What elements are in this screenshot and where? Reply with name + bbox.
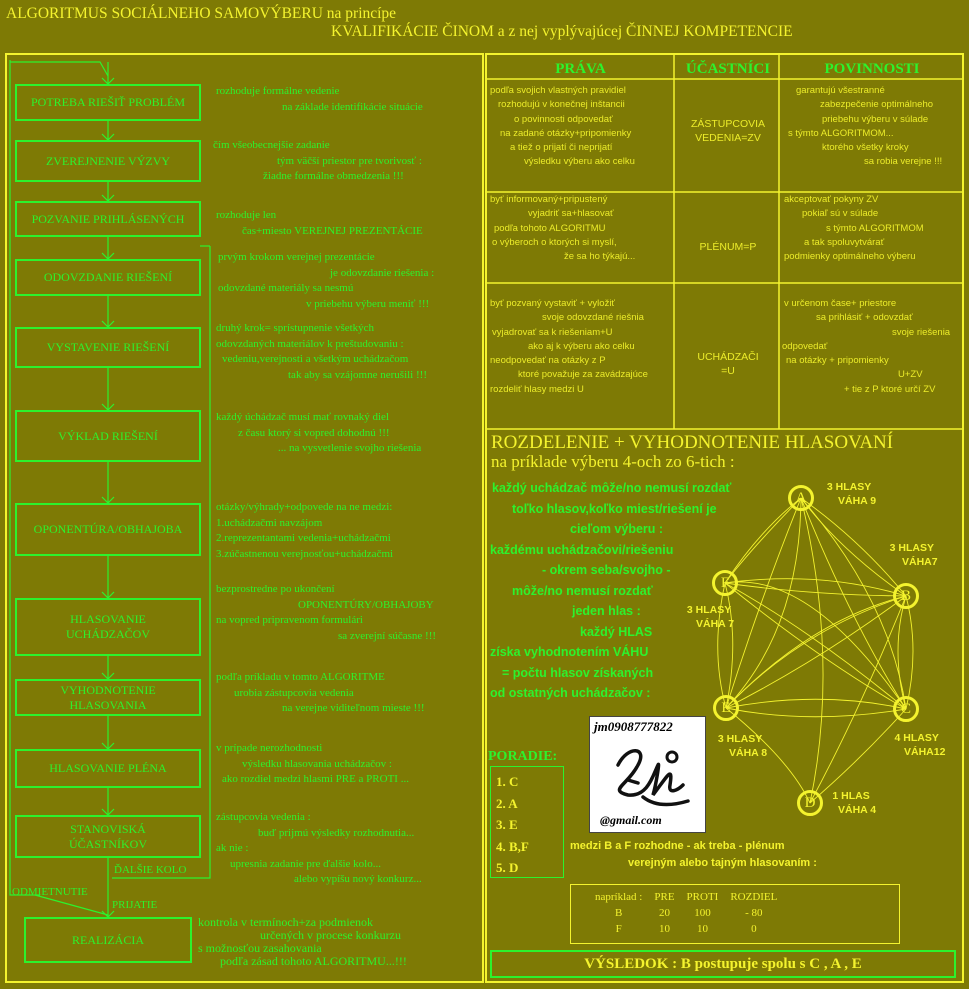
poradie-item: 3. E <box>496 817 518 832</box>
cell-line: sa robia verejne !!! <box>864 156 943 168</box>
node-f-label <box>684 603 734 631</box>
cell-line: ako aj k výberu ako celku <box>528 340 635 352</box>
cell-line: ktoré považuje za zavádzajúce <box>518 369 648 381</box>
result-box <box>490 950 956 978</box>
cell-line: rozdeliť hlasy medzi U <box>490 383 584 395</box>
desc-zverejnenie <box>213 138 422 185</box>
cell-line: podľa svojich vlastných pravidiel <box>490 85 626 96</box>
voting-text-line: = počtu hlasov získaných <box>502 665 654 680</box>
example-label: napríklad : <box>595 891 643 903</box>
desc-line: upresnia zadanie pre ďalšie kolo... <box>230 857 381 870</box>
cell-line: a tiež o prijatí či neprijatí <box>510 142 613 154</box>
node-b-label <box>886 541 938 569</box>
desc-line: druhý krok= sprístupnenie všetkých <box>216 322 375 334</box>
desc-oponentura <box>216 500 393 562</box>
voting-graph-edges <box>690 480 950 840</box>
desc-line: 3.zúčastnenou verejnosťou+uchádzačmi <box>216 547 394 560</box>
flow-box-hlasovanie-uchadzacov[interactable]: HLASOVANIE UCHÁDZAČOV <box>15 598 201 656</box>
node-weight: VÁHA7 <box>902 556 938 568</box>
note-plenum: medzi B a F rozhodne - ak treba - plénum <box>570 840 785 852</box>
desc-line: bezprostredne po ukončení <box>216 583 335 595</box>
cell-prava-zv <box>490 84 635 170</box>
cell-line: v určenom čase+ priestore <box>784 298 897 309</box>
flow-box-pozvanie[interactable]: POZVANIE PRIHLÁSENÝCH <box>15 201 201 237</box>
desc-line: alebo vypíšu nový konkurz... <box>294 873 422 885</box>
flow-box-stanoviska[interactable]: STANOVISKÁ ÚČASTNÍKOV <box>15 815 201 858</box>
node-weight: VÁHA 8 <box>729 747 768 759</box>
example-cell: F <box>615 923 622 935</box>
desc-line: čas+miesto VEREJNEJ PREZENTÁCIE <box>242 224 423 237</box>
cell-line: akceptovať pokyny ZV <box>784 194 879 205</box>
flow-box-realizacia[interactable]: REALIZÁCIA <box>24 917 192 963</box>
desc-line: sa zverejní súčasne !!! <box>338 629 437 642</box>
cell-line: s týmto ALGORITMOM <box>826 222 924 234</box>
poradie-list <box>490 766 564 878</box>
desc-line: odovzdané materiály sa nesmú <box>218 282 354 294</box>
desc-hlasovanie-uchadzacov <box>216 582 436 644</box>
desc-line: podľa zásad tohoto ALGORITMU...!!! <box>220 954 407 968</box>
desc-potreba <box>216 84 423 115</box>
node-votes: 3 HLASY <box>826 481 872 493</box>
desc-line: OPONENTÚRY/OBHAJOBY <box>298 598 434 611</box>
flow-box-vyklad[interactable]: VÝKLAD RIEŠENÍ <box>15 410 201 462</box>
desc-line: každý úchádzač musí mať rovnaký diel <box>216 411 389 423</box>
example-header-pre: PRE <box>654 891 675 903</box>
desc-line: na verejne viditeľnom mieste !!! <box>282 702 425 714</box>
desc-line: 1.uchádzačmi navzájom <box>216 516 323 529</box>
example-cell: 0 <box>751 923 757 935</box>
voting-text-line: od ostatných uchádzačov : <box>490 686 651 700</box>
node-votes: 3 HLASY <box>686 604 732 616</box>
table-header-povinnosti: POVINNOSTI <box>824 61 920 77</box>
node-weight: VÁHA 9 <box>838 495 877 507</box>
desc-line: je odovzdanie riešenia : <box>330 266 435 279</box>
cell-line: vyjadriť sa+hlasovať <box>528 208 614 220</box>
signature-email: @gmail.com <box>600 813 662 827</box>
note-hlasovanie: verejným alebo tajným hlasovaním : <box>628 857 817 869</box>
example-cell: B <box>615 907 623 919</box>
flow-box-odovzdanie[interactable]: ODOVZDANIE RIEŠENÍ <box>15 259 201 296</box>
desc-vyhodnotenie <box>216 670 425 717</box>
signature-phone: jm0908777822 <box>594 719 673 734</box>
cell-ucastnici-zv <box>676 117 780 146</box>
example-cell: 10 <box>696 923 708 935</box>
voting-node-e: E <box>713 695 739 721</box>
desc-line: odovzdaných materiálov k preštudovaniu : <box>216 337 404 350</box>
cell-line: rozhodujú v konečnej inštancii <box>498 99 625 111</box>
example-cell: 20 <box>658 907 670 919</box>
label-dalsie-kolo: ĎALŠIE KOLO <box>114 864 187 876</box>
desc-line: podľa príkladu v tomto ALGORITME <box>216 671 385 683</box>
node-weight: VÁHA 7 <box>696 618 735 630</box>
desc-line: v priebehu výberu meniť !!! <box>306 297 430 310</box>
desc-line: urobia zástupcovia vedenia <box>234 686 354 699</box>
cell-line: ktorého všetky kroky <box>822 142 909 154</box>
example-cell: - 80 <box>745 907 763 919</box>
desc-line: žiadne formálne obmedzenia !!! <box>263 170 404 182</box>
cell-line: neodpovedať na otázky z P <box>490 355 606 367</box>
node-votes: 1 HLAS <box>832 790 870 802</box>
desc-line: rozhoduje len <box>216 209 277 221</box>
desc-line: tým väčší priestor pre tvorivosť : <box>277 154 422 167</box>
desc-odovzdanie <box>218 250 434 312</box>
desc-line: kontrola v termínoch+za podmienok <box>198 915 374 929</box>
cell-line: na zadané otázky+pripomienky <box>500 127 632 139</box>
flow-box-zverejnenie[interactable]: ZVEREJNENIE VÝZVY <box>15 140 201 182</box>
cell-ucastnici-u <box>676 350 780 379</box>
cell-prava-p <box>490 193 635 264</box>
cell-povinnosti-u <box>782 297 950 397</box>
table-header-prava: PRÁVA <box>555 61 606 77</box>
desc-line: z času ktorý si vopred dohodnú !!! <box>238 426 390 439</box>
desc-pozvanie <box>216 208 423 239</box>
voting-text-line: toľko hlasov,koľko miest/riešení je <box>512 501 717 516</box>
poradie-title: PORADIE: <box>488 749 558 764</box>
cell-line: podmienky optimálneho výberu <box>784 251 916 263</box>
voting-subtitle: na príklade výberu 4-och zo 6-tich : <box>491 452 735 471</box>
desc-line: tak aby sa vzájomne nerušili !!! <box>288 368 427 381</box>
table-header-ucastnici: ÚČASTNÍCI <box>685 61 771 77</box>
poradie-item: 1. C <box>496 774 519 789</box>
cell-line: zabezpečenie optimálneho <box>820 99 934 111</box>
desc-line: s možnosťou zasahovania <box>198 941 322 955</box>
cell-line: a tak spoluvytvárať <box>804 236 885 248</box>
cell-line: výsledku výberu ako celku <box>524 156 635 168</box>
voting-text-line: každý uchádzač môže/no nemusí rozdať <box>492 481 732 495</box>
desc-line: na vopred pripravenom formulári <box>216 614 363 626</box>
cell-line: podľa tohoto ALGORITMU <box>494 222 606 234</box>
cell-line: VEDENIA=ZV <box>695 132 761 145</box>
voting-text-line: jeden hlas : <box>572 604 641 618</box>
voting-text-line: každému uchádzačovi/riešeniu <box>490 542 674 557</box>
flow-box-vyhodnotenie[interactable]: VYHODNOTENIE HLASOVANIA <box>15 679 201 716</box>
node-weight: VÁHA12 <box>904 746 946 758</box>
example-cell: 10 <box>658 923 670 935</box>
desc-realizacia <box>198 916 407 968</box>
example-table <box>570 884 900 944</box>
desc-line: ako rozdiel medzi hlasmi PRE a PROTI ... <box>222 773 409 785</box>
voting-text-line: každý HLAS <box>580 624 653 639</box>
desc-line: zástupcovia vedenia : <box>216 811 311 823</box>
flow-box-vystavenie[interactable]: VYSTAVENIE RIEŠENÍ <box>15 327 201 368</box>
desc-line: výsledku hlasovania uchádzačov : <box>242 757 392 770</box>
cell-line: priebehu výberu v súlade <box>822 113 929 125</box>
node-a-label <box>822 480 876 508</box>
voting-text-line: získa vyhodnotením VÁHU <box>490 645 649 659</box>
node-votes: 4 HLASY <box>894 732 939 744</box>
signature-box <box>589 716 706 833</box>
desc-line: 2.reprezentantami vedenia+uchádzačmi <box>216 532 391 544</box>
flow-box-oponentura[interactable]: OPONENTÚRA/OBHAJOBA <box>15 503 201 556</box>
node-c-label <box>888 731 945 759</box>
poradie-item: 5. D <box>496 860 519 875</box>
cell-line: že sa ho týkajú... <box>564 251 636 263</box>
cell-ucastnici-p <box>676 240 780 254</box>
voting-text-line: cieľom výberu : <box>570 522 664 536</box>
node-e-label <box>713 732 767 760</box>
desc-line: rozhoduje formálne vedenie <box>216 85 340 97</box>
voting-title: ROZDELENIE + VYHODNOTENIE HLASOVANÍ <box>491 432 894 453</box>
desc-line: určených v procese konkurzu <box>260 928 401 942</box>
cell-line: garantujú všestranné <box>796 85 885 96</box>
desc-line: ... na vysvetlenie svojho riešenia <box>278 442 422 454</box>
voting-node-d: D <box>797 790 823 816</box>
cell-line: byť informovaný+pripustený <box>490 194 608 205</box>
voting-text-line: - okrem seba/svojho - <box>542 563 671 577</box>
desc-vyklad <box>216 410 421 457</box>
cell-line: pokiaľ sú v súlade <box>802 208 879 220</box>
cell-line: o výberoch o ktorých si myslí, <box>492 236 617 248</box>
result-text: VÝSLEDOK : B postupuje spolu s C , A , E <box>584 955 862 972</box>
voting-text-line: môže/no nemusí rozdať <box>512 583 653 598</box>
desc-vystavenie <box>216 321 427 383</box>
desc-line: vedeniu,verejnosti a všetkým uchádzačom <box>222 353 409 365</box>
cell-prava-u <box>490 297 648 397</box>
voting-node-b: B <box>893 583 919 609</box>
header-title-line2: KVALIFIKÁCIE ČINOM a z nej vyplývajúcej ČINNEJ KOMPETENCIE <box>331 23 793 40</box>
cell-line: o povinnosti odpovedať <box>514 113 613 125</box>
voting-node-a: A <box>788 485 814 511</box>
cell-line: sa prihlásiť + odovzdať <box>816 312 913 324</box>
cell-line: svoje riešenia <box>892 326 951 338</box>
cell-povinnosti-p <box>784 193 924 264</box>
cell-line: odpovedať <box>782 340 828 352</box>
node-votes: 3 HLASY <box>717 733 763 745</box>
cell-line: =U <box>721 365 735 378</box>
cell-line: s týmto ALGORITMOM... <box>788 127 894 139</box>
cell-line: byť pozvaný vystaviť + vyložiť <box>490 298 615 309</box>
header-title-line1: ALGORITMUS SOCIÁLNEHO SAMOVÝBERU na princípe <box>6 5 397 22</box>
poradie-item: 4. B,F <box>496 838 529 854</box>
desc-stanoviska <box>216 810 422 888</box>
cell-povinnosti-zv <box>786 84 942 170</box>
label-prijatie: PRIJATIE <box>112 899 158 911</box>
node-votes: 3 HLASY <box>889 542 934 554</box>
label-odmietnutie: ODMIETNUTIE <box>12 886 88 898</box>
node-weight: VÁHA 4 <box>838 804 877 816</box>
flow-box-potreba[interactable]: POTREBA RIEŠIŤ PROBLÉM <box>15 84 201 121</box>
cell-line: ZÁSTUPCOVIA <box>690 118 766 130</box>
desc-line: čím všeobecnejšie zadanie <box>213 139 330 151</box>
cell-line: vyjadrovať sa k riešeniam+U <box>492 326 613 338</box>
voting-node-f: F <box>712 570 738 596</box>
flow-box-hlasovanie-plena[interactable]: HLASOVANIE PLÉNA <box>15 749 201 788</box>
desc-line: ak nie : <box>216 842 249 854</box>
cell-line: PLÉNUM=P <box>699 241 757 253</box>
example-cell: 100 <box>694 907 711 919</box>
cell-line: na otázky + pripomienky <box>786 355 889 367</box>
desc-line: otázky/výhrady+odpovede na ne medzi: <box>216 501 393 513</box>
desc-line: v prípade nerozhodnosti <box>216 742 323 754</box>
example-header-proti: PROTI <box>686 891 719 903</box>
voting-node-c: C <box>893 696 919 722</box>
desc-hlasovanie-plena <box>216 741 409 788</box>
signature-scribble-icon <box>598 735 698 815</box>
desc-line: na základe identifikácie situácie <box>282 100 423 113</box>
node-d-label <box>826 789 876 817</box>
cell-line: svoje odovzdané riešnia <box>542 312 644 324</box>
desc-line: buď prijmú výsledky rozhodnutia... <box>258 826 415 839</box>
cell-line: U+ZV <box>898 369 923 381</box>
cell-line: UCHÁDZAČI <box>697 351 759 363</box>
poradie-item: 2. A <box>496 795 518 811</box>
desc-line: prvým krokom verejnej prezentácie <box>218 251 375 263</box>
example-header-rozdiel: ROZDIEL <box>730 891 778 903</box>
cell-line: + tie z P ktoré určí ZV <box>844 383 936 395</box>
